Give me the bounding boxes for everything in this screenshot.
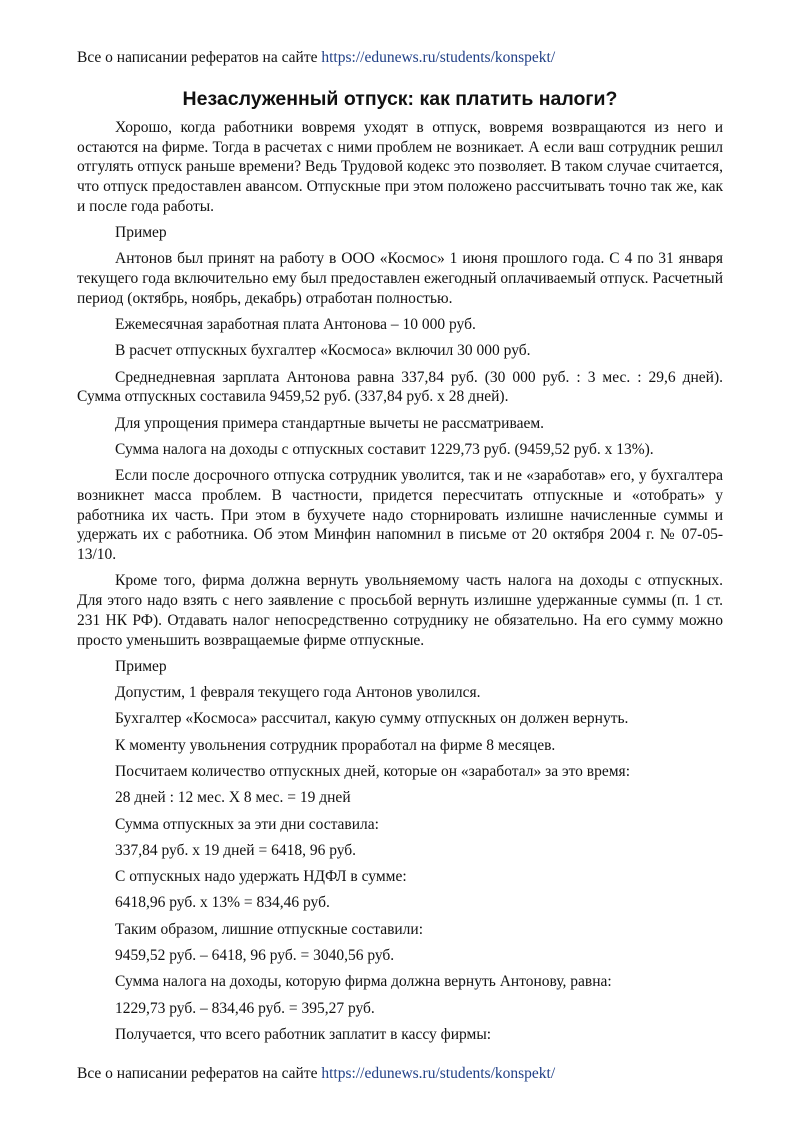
- paragraph: Ежемесячная заработная плата Антонова – 10 000 руб.: [115, 316, 476, 334]
- page-footer: [77, 1064, 555, 1084]
- paragraph: Если после досрочного отпуска сотрудник уволится, так и не «заработав» его, у бухгалтера возникнет масса проблем. В частности, придется пересчитать отпускные и «отобрать» у работника их часть. При этом в бухучете надо сторнировать излишне начисленные суммы и удержать их с работника. Об этом Минфин напомнил в письме от 20 октября 2004 г. № 07-05-13/10.: [77, 467, 723, 564]
- paragraph: Сумма отпускных за эти дни составила:: [115, 815, 379, 833]
- example-label: Пример: [115, 657, 167, 675]
- paragraph: Кроме того, фирма должна вернуть увольняемому часть налога на доходы с отпускных. Для этого надо взять с него заявление с просьбой вернуть излишне удержанные суммы (п. 1 ст. 231 НК РФ). Отдавать налог непосредственно сотруднику не обязательно. На его сумму можно просто уменьшить возвращаемые фирме отпускные.: [77, 572, 723, 649]
- paragraph: Хорошо, когда работники вовремя уходят в отпуск, вовремя возвращаются из него и остаются на фирме. Тогда в расчетах с ними проблем не возникает. А если ваш сотрудник решил отгулять отпуск раньше времени? Ведь Трудовой кодекс это позволяет. В таком случае считается, что отпуск предоставлен авансом. Отпускные при этом положено рассчитывать точно так же, как и после года работы.: [77, 119, 723, 215]
- paragraph: Сумма налога на доходы, которую фирма должна вернуть Антонову, равна:: [115, 973, 612, 991]
- page-header: [77, 48, 555, 68]
- paragraph: К моменту увольнения сотрудник проработал на фирме 8 месяцев.: [115, 736, 556, 754]
- paragraph: Получается, что всего работник заплатит в кассу фирмы:: [115, 1025, 492, 1043]
- calculation-line: 6418,96 руб. х 13% = 834,46 руб.: [115, 894, 330, 912]
- footer-link[interactable]: https://edunews.ru/students/konspekt/: [321, 1065, 556, 1082]
- footer-text: Все о написании рефератов на сайте: [77, 1065, 318, 1082]
- calculation-line: 28 дней : 12 мес. Х 8 мес. = 19 дней: [115, 789, 351, 807]
- calculation-line: 337,84 руб. х 19 дней = 6418, 96 руб.: [115, 841, 357, 859]
- paragraph: Допустим, 1 февраля текущего года Антонов уволился.: [115, 684, 481, 702]
- paragraph: Сумма налога на доходы с отпускных составит 1229,73 руб. (9459,52 руб. х 13%).: [115, 441, 654, 458]
- document-title: Незаслуженный отпуск: как платить налоги?: [182, 88, 618, 110]
- document-body: [77, 118, 723, 1051]
- header-link[interactable]: https://edunews.ru/students/konspekt/: [321, 49, 556, 66]
- paragraph: Для упрощения примера стандартные вычеты не рассматриваем.: [115, 414, 545, 432]
- calculation-line: 1229,73 руб. – 834,46 руб. = 395,27 руб.: [115, 999, 375, 1017]
- paragraph: С отпускных надо удержать НДФЛ в сумме:: [115, 868, 407, 886]
- paragraph: Среднедневная зарплата Антонова равна 337,84 руб. (30 000 руб. : 3 мес. : 29,6 дней). Сумма отпускных составила 9459,52 руб. (337,84 руб. х 28 дней).: [77, 368, 723, 406]
- paragraph: Посчитаем количество отпускных дней, которые он «заработал» за это время:: [115, 763, 630, 780]
- paragraph: Таким образом, лишние отпускные составили:: [115, 920, 424, 938]
- header-text: Все о написании рефератов на сайте: [77, 49, 318, 66]
- paragraph: Антонов был принят на работу в ООО «Космос» 1 июня прошлого года. С 4 по 31 января текущего года включительно ему был предоставлен ежегодный оплачиваемый отпуск. Расчетный период (октябрь, ноябрь, декабрь) отработан полностью.: [77, 250, 723, 307]
- calculation-line: 9459,52 руб. – 6418, 96 руб. = 3040,56 руб.: [115, 947, 395, 965]
- paragraph: В расчет отпускных бухгалтер «Космоса» включил 30 000 руб.: [115, 342, 531, 360]
- paragraph: Бухгалтер «Космоса» рассчитал, какую сумму отпускных он должен вернуть.: [115, 710, 629, 728]
- example-label: Пример: [115, 224, 167, 242]
